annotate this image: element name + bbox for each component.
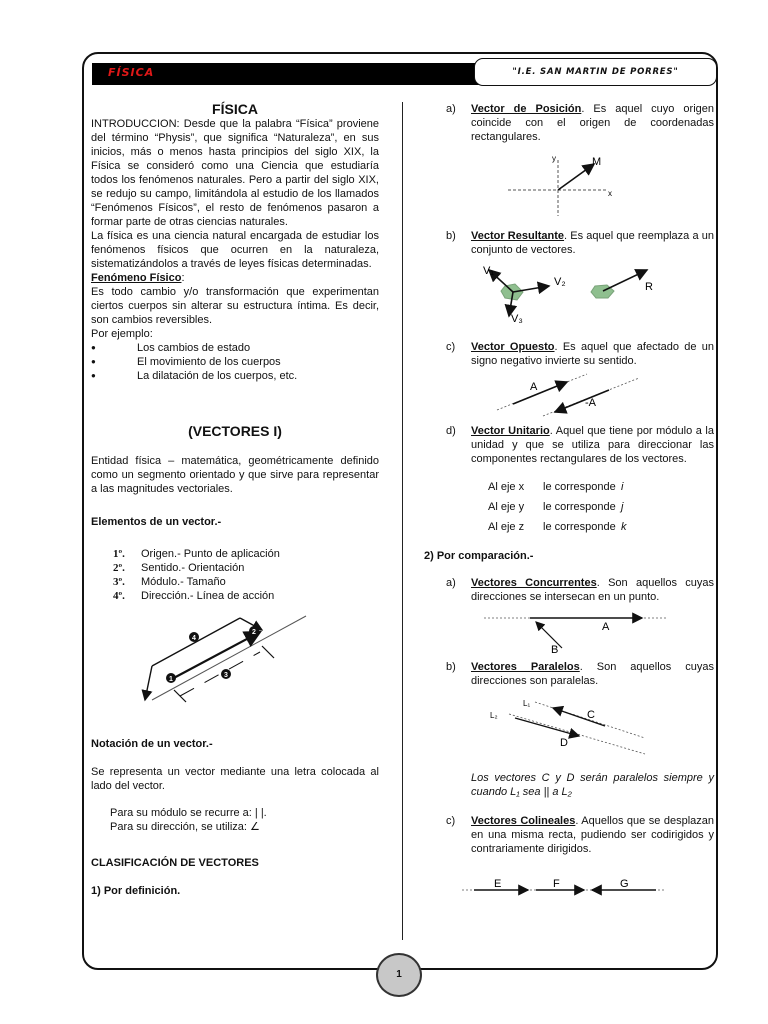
- table-row: [488, 520, 627, 540]
- d-label: D: [560, 737, 568, 749]
- direction-arrow: [145, 666, 152, 700]
- phenomenon-heading: [91, 271, 379, 285]
- position-vector-title: Vector de Posición: [471, 103, 582, 115]
- parallel-vectors-diagram: [485, 696, 665, 756]
- parallel-vectors-row: [446, 660, 714, 688]
- angle-symbol: ∠: [250, 821, 260, 833]
- list-item: ● El movimiento de los cuerpos: [91, 355, 379, 369]
- concurrent-vectors-title: Vectores Concurrentes: [471, 577, 597, 589]
- list-item: [113, 561, 379, 575]
- item-unit-vector: [446, 424, 714, 540]
- opposite-vector-row: [446, 340, 714, 368]
- l2-label: L₂: [490, 711, 498, 720]
- list-item: [113, 589, 379, 603]
- position-vector-diagram: [500, 152, 630, 222]
- item-label: b): [446, 661, 456, 673]
- opposite-vector-title: Vector Opuesto: [471, 341, 555, 353]
- table-row: [488, 480, 627, 500]
- list-item: ● Los cambios de estado: [91, 341, 379, 355]
- element-number: 2º.: [113, 562, 125, 574]
- c-label: C: [587, 709, 595, 721]
- by-definition-title: 1) Por definición.: [91, 885, 181, 897]
- item-opposite-vector: [446, 340, 714, 368]
- tick-mark: [174, 690, 186, 702]
- resultant-vector-diagram: [475, 262, 675, 327]
- unit-symbol: k: [621, 521, 627, 533]
- element-text: Sentido.- Orientación: [141, 562, 245, 574]
- column-divider: [402, 102, 403, 940]
- concurrent-vectors-diagram: [482, 608, 672, 656]
- parallel-note: Los vectores C y D serán paralelos siempre y cuando L₁ sea || a L₂: [471, 772, 714, 798]
- phenomenon-text: Es todo cambio y/o transformación que experimentan ciertos cuerpos sin alterar su estructura íntima. Es decir, son cambios reversibles.: [91, 286, 379, 326]
- notation-direccion: Para su dirección, se utiliza:: [110, 821, 247, 833]
- classification-title: CLASIFICACIÓN DE VECTORES: [91, 857, 259, 869]
- element-number: 1º.: [113, 548, 125, 560]
- y-axis-label: y: [552, 154, 556, 163]
- v1-label: V₁: [483, 265, 495, 277]
- unit-vector-row: [446, 424, 714, 466]
- g-label: G: [620, 878, 629, 890]
- position-vector: [558, 164, 594, 190]
- unit-vector-table: [488, 480, 627, 540]
- unit-symbol: j: [621, 501, 624, 513]
- header-subject: FÍSICA: [108, 66, 155, 79]
- element-text: Dirección.- Línea de acción: [141, 590, 275, 602]
- marker-4-label: 4: [192, 635, 196, 642]
- position-vector-text: . Es aquel cuyo origen coincide con el origen de coordenadas rectangulares.: [471, 103, 714, 143]
- vector-elements-diagram: [130, 610, 310, 710]
- l2-line: [509, 714, 645, 754]
- c-vector: [553, 708, 605, 726]
- marker-3-label: 3: [224, 672, 228, 679]
- notation-modulo: Para su módulo se recurre a: | |.: [110, 807, 267, 819]
- v3-label: V₃: [511, 313, 523, 325]
- v2-label: V₂: [554, 276, 566, 288]
- header-school: "I.E. SAN MARTIN DE PORRES": [474, 58, 717, 86]
- axis-cell: Al eje x: [488, 481, 525, 493]
- left-column: [91, 102, 379, 603]
- b-label: B: [551, 644, 559, 656]
- element-number: 4º.: [113, 590, 125, 602]
- item-label: c): [446, 815, 456, 827]
- definition-paragraph: La física es una ciencia natural encargada de estudiar los fenómenos físicos que ocurren en la naturaleza, sistematizándolos a través de leyes físicas determinadas.: [91, 230, 379, 270]
- e-label: E: [494, 878, 502, 890]
- list-item: [113, 575, 379, 589]
- rel-cell: le corresponde: [543, 521, 616, 533]
- item-position-vector: [446, 102, 714, 144]
- notation-text: Se representa un vector mediante una letra colocada al lado del vector.: [91, 766, 379, 792]
- page-title: FÍSICA: [212, 101, 258, 117]
- neg-a-vector: [555, 390, 609, 412]
- unit-vector-text: . Aquel que tiene por módulo a la unidad y que se utiliza para direccionar las componentes rectangulares de los vectores.: [471, 425, 714, 465]
- elements-list: [91, 547, 379, 603]
- vectors-definition: Entidad física – matemática, geométricamente definido como un segmento orientado y que sirve para representar a las magnitudes vectoriales.: [91, 455, 379, 495]
- notation-direccion-row: [91, 820, 379, 834]
- elements-title: Elementos de un vector.-: [91, 516, 222, 528]
- list-item: ● La dilatación de los cuerpos, etc.: [91, 369, 379, 383]
- item-label: a): [446, 577, 456, 589]
- rel-cell: le corresponde: [543, 481, 616, 493]
- vectors-title: (VECTORES I): [188, 423, 282, 439]
- resultant-vector-title: Vector Resultante: [471, 230, 565, 242]
- unit-symbol: i: [621, 481, 624, 493]
- r-vector: [603, 270, 647, 291]
- neg-a-label: -A: [585, 397, 596, 409]
- rel-cell: le corresponde: [543, 501, 616, 513]
- a-label: A: [530, 381, 538, 393]
- parallel-vectors-text-wrap: [471, 660, 714, 688]
- position-vector-row: [446, 102, 714, 144]
- unit-vector-title: Vector Unitario: [471, 425, 550, 437]
- collinear-vectors-row: [446, 814, 714, 856]
- f-label: F: [553, 878, 560, 890]
- item-label: d): [446, 425, 456, 437]
- item-label: b): [446, 230, 456, 242]
- axis-cell: Al eje z: [488, 521, 525, 533]
- element-text: Origen.- Punto de aplicación: [141, 548, 280, 560]
- main-vector: [170, 632, 260, 680]
- l1-label: L₁: [523, 699, 531, 708]
- concurrent-vectors-text: . Son aquellos cuyas direcciones se intersecan en un punto.: [471, 577, 714, 603]
- opposite-vector-text-wrap: [471, 340, 714, 368]
- unit-vector-text-wrap: [471, 424, 714, 466]
- marker-2-label: 2: [252, 629, 256, 636]
- d-vector: [515, 718, 579, 736]
- page-number: 1: [376, 953, 422, 997]
- resultant-vector-text: . Es aquel que reemplaza a un conjunto de vectores.: [471, 230, 714, 256]
- resultant-vector-text-wrap: [471, 229, 714, 257]
- table-row: [488, 500, 627, 520]
- collinear-vectors-title: Vectores Colineales: [471, 815, 576, 827]
- tick-mark: [262, 646, 274, 658]
- item-label: a): [446, 103, 456, 115]
- phenomenon-title: Fenómeno Físico: [91, 272, 182, 284]
- element-number: 3º.: [113, 576, 125, 588]
- opposite-vector-text: . Es aquel que afectado de un signo negativo invierte su sentido.: [471, 341, 714, 367]
- concurrent-vectors-row: [446, 576, 714, 604]
- element-text: Módulo.- Tamaño: [141, 576, 226, 588]
- collinear-vectors-text: . Aquellos que se desplazan en una misma recta, pudiendo ser codirigidos y contrariamente dirigidos.: [471, 815, 714, 855]
- item-label: c): [446, 341, 456, 353]
- a-vector: [513, 382, 567, 404]
- notation-title: Notación de un vector.-: [91, 738, 213, 750]
- examples-list: [91, 341, 379, 383]
- axis-cell: Al eje y: [488, 501, 525, 513]
- m-label: M: [592, 156, 602, 168]
- list-item: [113, 547, 379, 561]
- intro-paragraph: INTRODUCCION: Desde que la palabra “Física” proviene del término “Physis”, que significa “Naturaleza”, en sus inicios, más o menos hasta principios del siglo XIX, la Física se consideró como una Ciencia que estudiaría todos los fenómenos naturales. Pero a partir del siglo XIX, se redujo su campo, limitándola al estudio de los llamados “Fenómenos Físicos”, el resto de fenómenos pasaron a formar parte de otras ciencias naturales.: [91, 118, 379, 228]
- opposite-vector-diagram: [495, 368, 645, 418]
- a-label: A: [602, 621, 610, 633]
- collinear-vectors-text-wrap: [471, 814, 714, 856]
- parallel-vectors-title: Vectores Paralelos: [471, 661, 580, 673]
- concurrent-vectors-text-wrap: [471, 576, 714, 604]
- module-line: [180, 652, 260, 696]
- collinear-vectors-diagram: [460, 876, 670, 900]
- x-axis-label: x: [608, 189, 612, 198]
- comparison-title: 2) Por comparación.-: [424, 550, 534, 562]
- example-intro: Por ejemplo:: [91, 328, 153, 340]
- action-line: [152, 616, 306, 700]
- item-concurrent-vectors: [446, 576, 714, 604]
- notation-section: [91, 737, 379, 898]
- r-label: R: [645, 281, 653, 293]
- item-parallel-vectors: [446, 660, 714, 688]
- phenomenon-colon: :: [181, 272, 185, 284]
- marker-1-label: 1: [169, 676, 173, 683]
- item-resultant-vector: [446, 229, 714, 257]
- position-vector-text-wrap: [471, 102, 714, 144]
- parallel-vectors-text: . Son aquellos cuyas direcciones son paralelas.: [471, 661, 714, 687]
- resultant-vector-row: [446, 229, 714, 257]
- item-collinear-vectors: [446, 814, 714, 856]
